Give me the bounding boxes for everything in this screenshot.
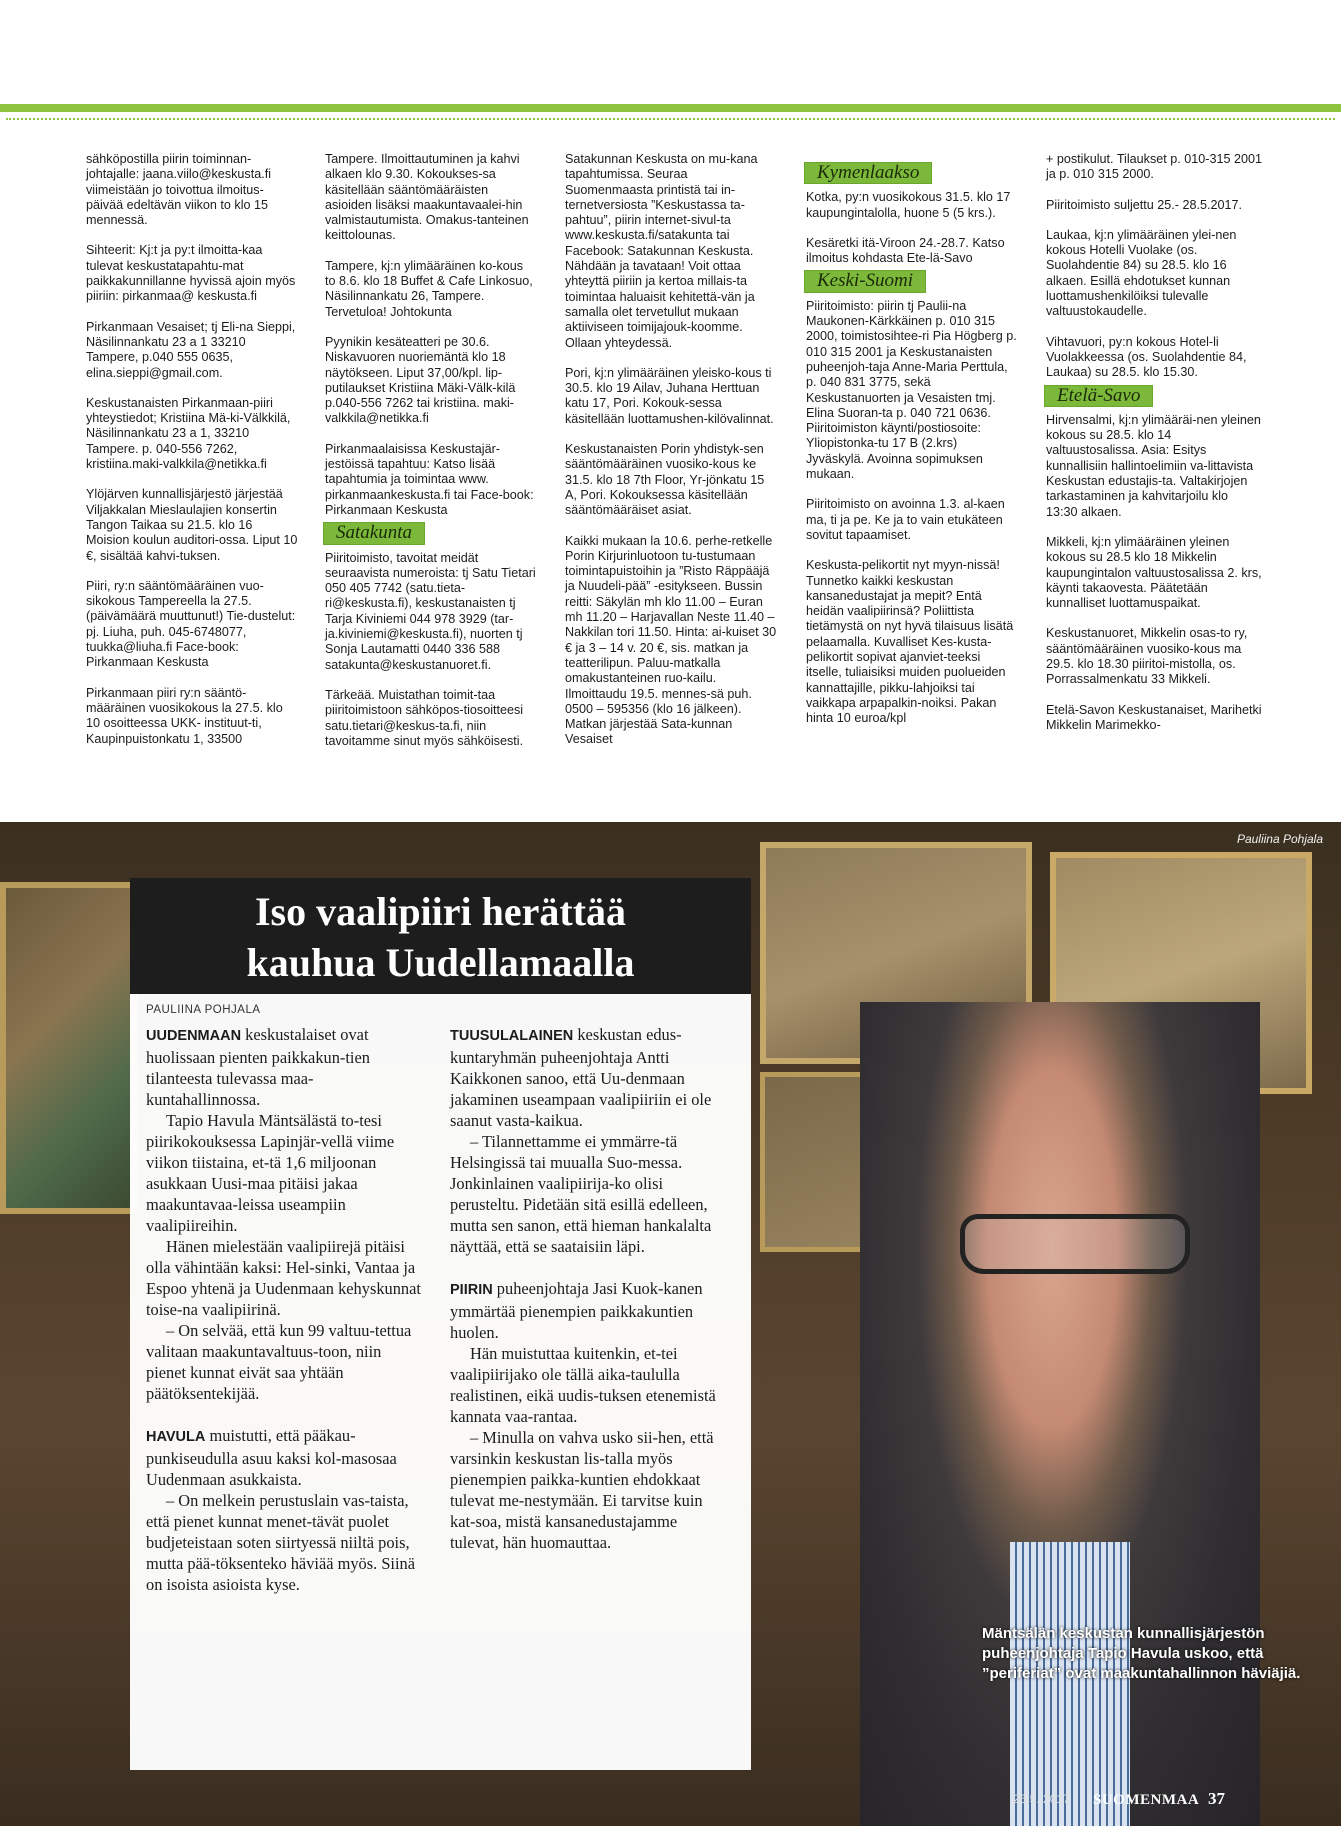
notice: Etelä-Savon Keskustanaiset, Marihetki Mikkelin Marimekko- (1046, 702, 1262, 732)
notice: Vihtavuori, py:n kokous Hotel-li Vuolakkeessa (os. Suolahdentie 84, Laukaa) su 28.5. klo 15.30. (1046, 334, 1247, 380)
article-paragraph (146, 1425, 424, 1490)
notice: Tampere. Ilmoittautuminen ja kahvi alkaen klo 9.30. Kokoukses-sa käsitellään sääntömääräisten asioiden lisäksi maakuntavaalei-hin valmistautumista. Omakus-tanteinen keittolounas. (325, 152, 529, 243)
notice: Pirkanmaan Vesaiset; tj Eli-na Sieppi, Näsilinnankatu 23 a 1 33210 Tampere, p.040 555 0635, elina.sieppi@gmail.com. (86, 319, 296, 380)
headline-line: kauhua Uudellamaalla (246, 940, 635, 985)
article-column-left (146, 1024, 424, 1595)
dotted-divider (6, 118, 1335, 120)
paragraph-lead-in: UUDENMAAN (146, 1028, 242, 1044)
top-accent-bar (0, 104, 1341, 112)
article-paragraph (450, 1278, 728, 1343)
article-headline (130, 878, 751, 994)
paragraph-text: puheenjohtaja Jasi Kuok-kanen ymmärtää pienempien paikkakuntien huolen. (450, 1279, 703, 1342)
notice: Keskusta-pelikortit nyt myyn-nissä! Tunnetko kaikki keskustan kansanedustajat ja mepit? Entä heidän vaalipiirinsä? Poliittista tietämystä on nyt hyvä tilaisuus lisätä pelaamalla. Kuvalliset Kes-kusta-pelikortit sopivat ajanviet-teeksi itselle, tuliaisiksi muiden puolueiden kannattajille, pikku-lahjoiksi tai vaikkapa arpapalkin-noiksi. Pakan hinta 10 euroa/kpl (806, 558, 1014, 726)
article-paragraph (146, 1110, 424, 1236)
paragraph-text: – On melkein perustuslain vas-taista, että pienet kunnat menet-tävät puolet budjeteistaan soten siirtyessä niiltä pois, mutta pää-töksenteko häviää myös. Siinä on isoista asioista kyse. (146, 1491, 416, 1594)
section-heading-keski-suomi: Keski-Suomi (804, 270, 926, 292)
notice-column-1 (86, 152, 298, 762)
article-paragraph (146, 1236, 424, 1320)
article-photo (0, 822, 1341, 1826)
notice: Piiri, ry:n sääntömääräinen vuo-sikokous Tampereella la 27.5. (päivämäärä muuttunut!) Tie-dustelut: pj. Liuha, puh. 045-6748077, tuukka@liuha.fi Face-book: Pirkanmaan Keskusta (86, 578, 296, 670)
notice: Piiritoimisto: piirin tj Paulii-na Maukonen-Kärkkäinen p. 010 315 2000, toimistosihtee-ri Pia Högberg p. 010 315 2001 ja Keskustanaisten puheenjoh-taja Anne-Maria Perttula, p. 040 831 3775, sekä Keskustanuorten ja Vesaisten tmj. Elina Suoran-ta p. 040 721 0636. Piiritoimiston käynti/postiosoite: Yliopistonka-tu 17 B (2.krs) Jyväskylä. Avoinna sopimuksen mukaan. (806, 298, 1017, 482)
notice: Piiritoimisto, tavoitat meidät seuraavista numeroista: tj Satu Tietari 050 405 7742 (satu.tieta-ri@keskusta.fi), keskustanaisten tj Tarja Kiviniemi 044 978 3929 (tar-ja.kiviniemi@keskusta.fi), nuorten tj Sonja Lautamatti 0440 336 588 satakunta@keskustanuoret.fi. (325, 550, 536, 672)
paragraph-text: – Minulla on vahva usko sii-hen, että varsinkin keskustan lis-talla myös pienempien paikka-kuntien ehdokkaat tulevat me-nestymään. Ei tarvitse kuin kat-soa, mistä kansanedustajamme tulevat, hän huomauttaa. (450, 1428, 714, 1552)
notice-column-3 (565, 152, 777, 763)
notice: Keskustanaisten Porin yhdistyk-sen sääntömääräinen vuosiko-kous ke 31.5. klo 18 7th Floor, Yr-jönkatu 15 A, Pori. Kokouksessa käsitellään sääntömääräiset asiat. (565, 442, 765, 518)
notice: + postikulut. Tilaukset p. 010-315 2001 ja p. 010 315 2000. (1046, 152, 1262, 182)
notice: Kesäretki itä-Viroon 24.-28.7. Katso ilmoitus kohdasta Ete-lä-Savo (806, 235, 1005, 266)
paragraph-lead-in: TUUSULALAINEN (450, 1028, 574, 1044)
notice: Pirkanmaan piiri ry:n sääntö-määräinen vuosikokous la 27.5. klo 10 osoitteessa UKK- instituut-ti, Kaupinpuistonkatu 1, 33500 (86, 685, 283, 746)
paragraph-lead-in: HAVULA (146, 1429, 206, 1445)
article-body (130, 994, 751, 1770)
notice: Kaikki mukaan la 10.6. perhe-retkelle Porin Kirjurinluotoon tu-tustumaan toimintapuistoihin ja ”Risto Räppääjä ja Nuudeli-pää” -esitykseen. Bussin reitti: Säkylän mh klo 11.00 – Euran mh 11.20 – Harjavallan Neste 11.40 – Nakkilan tori 11.50. Hinta: ai-kuiset 30 € ja 3 – 14 v. 20 €, sis. matkan ja teatterilipun. Paluu-matkalla omakustanteinen ruo-kailu. Ilmoittaudu 19.5. mennes-sä puh. 0500 – 595356 (klo 16 jälkeen). Matkan järjestää Sata-kunnan Vesaiset (565, 533, 777, 747)
photo-caption: Mäntsälän keskustan kunnallisjärjestön puheenjohtaja Tapio Havula uskoo, että ”periferiat” ovat maakuntahallinnon häviäjiä. (982, 1625, 1301, 1682)
paragraph-text: keskustan edus-kuntaryhmän puheenjohtaja Antti Kaikkonen sanoo, että Uu-denmaan jakaminen useampaan vaalipiiriin ei ole saanut vasta-kaikua. (450, 1025, 712, 1130)
section-heading-etela-savo: Etelä-Savo (1044, 385, 1153, 407)
byline: PAULIINA POHJALA (146, 1004, 261, 1016)
article-paragraph (450, 1427, 728, 1553)
notice: Piiritoimisto suljettu 25.- 28.5.2017. (1046, 197, 1243, 212)
notice-column-2 (325, 152, 537, 764)
paragraph-text: muistutti, että pääkau-punkiseudulla asuu kaksi kol-masosaa Uudenmaan asukkaista. (146, 1426, 397, 1489)
notice: Ylöjärven kunnallisjärjestö järjestää Viljakkalan Mieslaulajien konsertin Tangon Taikaa su 21.5. klo 16 Moision koulun auditori-ossa. Liput 10 €, sisältää kahvi-tuksen. (86, 487, 298, 563)
article-paragraph (146, 1320, 424, 1404)
notice: sähköpostilla piirin toiminnan-johtajalle: jaana.viilo@keskusta.fi viimeistään jo toivottua ilmoitus-päivää edeltävän viikon to klo 15 mennessä. (86, 152, 271, 228)
notice-column-4 (806, 162, 1018, 742)
notice: Kotka, py:n vuosikokous 31.5. klo 17 kaupungintalolla, huone 5 (5 krs.). (806, 190, 1011, 220)
notice: Tärkeää. Muistathan toimit-taa piiritoimistoon sähköpos-tiosoitteesi satu.tietari@keskus-ta.fi, niin tavoitamme sinut myös sähköisesti. (325, 687, 524, 748)
article-paragraph (146, 1490, 424, 1595)
paragraph-text: – Tilannettamme ei ymmärre-tä Helsingissä tai muualla Suo-messa. Jonkinlainen vaalipiirija-ko olisi perusteltu. Pidetään sitä esillä edelleen, mutta sen sanon, että hieman hankalalta näyttää, että se saataisiin läpi. (450, 1132, 712, 1256)
footer-date: 26.5. 2017 (1013, 1792, 1070, 1806)
photo-credit: Pauliina Pohjala (1236, 832, 1323, 846)
paragraph-lead-in: PIIRIN (450, 1282, 493, 1298)
paragraph-gap (450, 1257, 728, 1278)
notice: Satakunnan Keskusta on mu-kana tapahtumissa. Seuraa Suomenmaasta printistä tai in-ternetversiosta ”Keskustassa ta-pahtuu”, piirin internet-sivul-ta www.keskusta.fi/satakunta tai Facebook: Satakunnan Keskusta. Nähdään ja tavataan! Voit ottaa yhteyttä piiriin ja kertoa millais-ta toimintaa haluaisit kehitettä-vän ja samalla olet tervetullut mukaan aktiiviseen toimijajouk-koomme. Ollaan yhteydessä. (565, 152, 758, 350)
notice: Keskustanaisten Pirkanmaan-piiri yhteystiedot; Kristiina Mä-ki-Välkkilä, Näsilinnankatu 23 a 1, 33210 Tampere. p. 040-556 7262, kristiina.maki-valkkila@netikka.fi (86, 395, 291, 472)
painting-frame (0, 882, 137, 1214)
notice: Mikkeli, kj:n ylimääräinen yleinen kokous su 28.5 klo 18 Mikkelin kaupungintalon valtuustosalissa 2. krs, käynti takaovesta. Päätetään kunnalliset luottamuspaikat. (1046, 534, 1262, 611)
article-paragraph (450, 1131, 728, 1257)
paragraph-text: Hänen mielestään vaalipiirejä pitäisi olla vähintään kaksi: Hel-sinki, Vantaa ja Espoo yhtenä ja Uudenmaan kehyskunnat toise-na vaalipiirinä. (146, 1237, 421, 1319)
article-paragraph (146, 1024, 424, 1110)
article-paragraph (450, 1343, 728, 1427)
section-heading-kymenlaakso: Kymenlaakso (804, 162, 932, 184)
paragraph-text: Tapio Havula Mäntsälästä to-tesi piirikokouksessa Lapinjär-vellä viime viikon tiistaina, et-tä 1,6 miljoonan asukkaan Uusi-maa pitäisi jakaa maakuntavaa-leissa useampiin vaalipiireihin. (146, 1111, 395, 1235)
article-paragraph (450, 1024, 728, 1131)
notice: Sihteerit: Kj:t ja py:t ilmoitta-kaa tulevat keskustatapahtu-mat paikkakunnillanne hyvissä ajoin myös piiriin: pirkanmaa@ keskusta.fi (86, 243, 296, 304)
notice-column-5 (1046, 152, 1262, 748)
notice: Tampere, kj:n ylimääräinen ko-kous to 8.6. klo 18 Buffet & Cafe Linkosuo, Näsilinnankatu 26, Tampere. Tervetuloa! Johtokunta (325, 258, 533, 319)
paragraph-text: – On selvää, että kun 99 valtuu-tettua valitaan maakuntavaltuus-toon, niin pienet kunnat eivät saa yhtään päätöksentekijää. (146, 1321, 412, 1403)
notice: Pori, kj:n ylimääräinen yleisko-kous ti 30.5. klo 19 Ailav, Juhana Herttuan katu 17, Pori. Kokouk-sessa käsitellään luottamushen-kilövalinnat. (565, 365, 774, 426)
headline-line: Iso vaalipiiri herättää (254, 889, 627, 934)
notice: Laukaa, kj:n ylimääräinen ylei-nen kokous Hotelli Vuolake (os. Suolahdentie 84) su 28.5. klo 16 alkaen. Esillä ehdotukset kunnan luottamushenkilöiksi tulevalle valtuustokaudelle. (1046, 227, 1237, 319)
notice: Pyynikin kesäteatteri pe 30.6. Niskavuoren nuoriemäntä klo 18 näytökseen. Liput 37,00/kpl. lip-putilaukset Kristiina Mäki-Välk-kilä p.040-556 7262 tai kristiina. maki-valkkila@netikka.fi (325, 334, 516, 426)
paragraph-text: Hän muistuttaa kuitenkin, et-tei vaalipiirijako ole tällä aika-taululla realistinen, eikä uudis-tuksen etenemistä kannata vaa-rantaa. (450, 1344, 716, 1426)
notice: Piiritoimisto on avoinna 1.3. al-kaen ma, ti ja pe. Ke ja to vain etukäteen sovitut tapaamiset. (806, 497, 1005, 542)
article-column-right (450, 1024, 728, 1553)
section-heading-satakunta: Satakunta (323, 522, 425, 544)
notice: Keskustanuoret, Mikkelin osas-to ry, sääntömääräinen vuosiko-kous ma 29.5. klo 18.30 piiritoi-mistolla, os. Porrassalmenkatu 33 Mikkeli. (1046, 626, 1248, 687)
eyeglasses (960, 1214, 1190, 1274)
page-number: 37 (1208, 1789, 1225, 1808)
notice: Hirvensalmi, kj:n ylimääräi-nen yleinen kokous su 28.5. klo 14 valtuustosalissa. Asia: Esitys kunnallisiin hallintoelimiin va-littavista Keskustan edustajis-ta. Valtakirjojen tarkastaminen ja kahvitarjoilu klo 13:30 alkaen. (1046, 412, 1261, 519)
paragraph-text: keskustalaiset ovat huolissaan pienten paikkakun-tien tilanteesta tulevassa maa-kuntahallinnossa. (146, 1025, 370, 1109)
paragraph-gap (146, 1404, 424, 1425)
shirt (1010, 1542, 1130, 1826)
notice: Pirkanmaalaisissa Keskustajär-jestöissä tapahtuu: Katso lisää tapahtumia ja toimintaa www. pirkanmaankeskusta.fi tai Face-book: Pirkanmaan Keskusta (325, 441, 534, 517)
footer-magazine-name: SUOMENMAA (1093, 1792, 1200, 1808)
